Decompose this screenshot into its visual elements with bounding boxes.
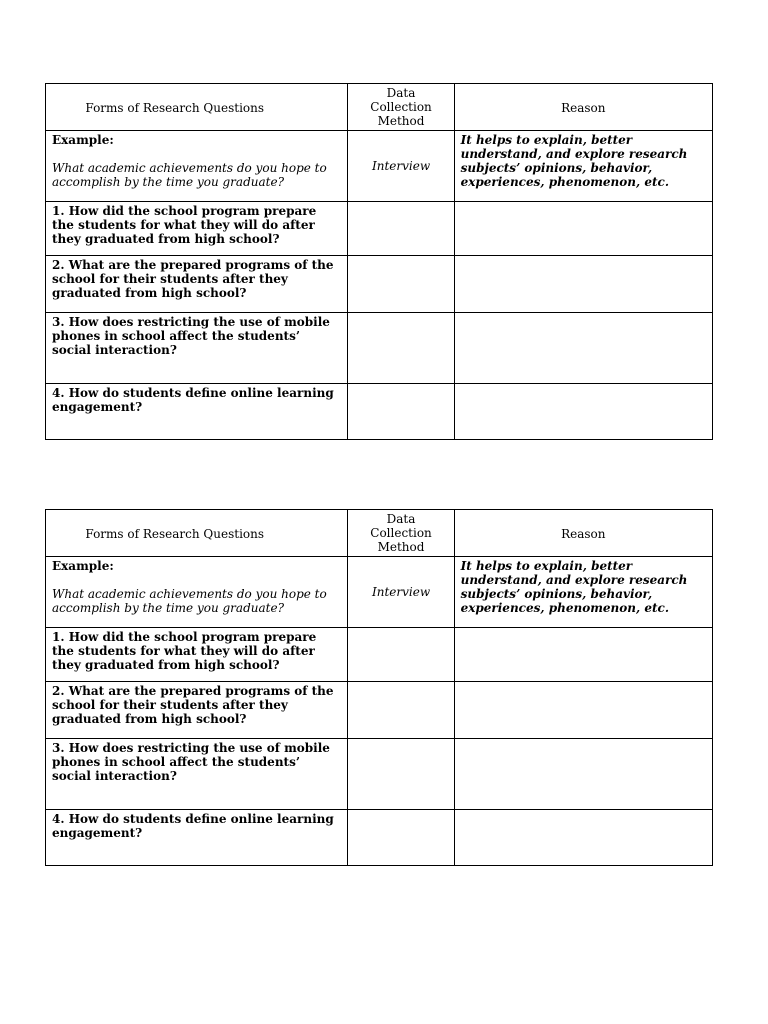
- method-cell[interactable]: [348, 810, 454, 866]
- method-cell[interactable]: [348, 739, 454, 810]
- method-cell[interactable]: [348, 628, 454, 682]
- question-cell: 2. What are the prepared programs of the school for their students after they graduated from high school?: [46, 682, 348, 739]
- header-reason: Reason: [454, 510, 712, 557]
- research-questions-table-2: [45, 509, 713, 866]
- question-row: [46, 682, 713, 739]
- reason-cell[interactable]: [454, 384, 712, 440]
- question-row: [46, 384, 713, 440]
- method-cell[interactable]: [348, 256, 454, 313]
- reason-cell[interactable]: [454, 628, 712, 682]
- example-label: Example:: [52, 559, 114, 573]
- example-question-cell: [46, 131, 348, 202]
- method-cell[interactable]: [348, 682, 454, 739]
- reason-cell[interactable]: [454, 256, 712, 313]
- header-reason: Reason: [454, 84, 712, 131]
- question-cell: 3. How does restricting the use of mobile phones in school affect the students’ social interaction?: [46, 739, 348, 810]
- reason-cell[interactable]: [454, 739, 712, 810]
- example-question: What academic achievements do you hope to accomplish by the time you graduate?: [52, 161, 327, 189]
- example-label: Example:: [52, 133, 114, 147]
- example-row: [46, 131, 713, 202]
- question-row: [46, 628, 713, 682]
- header-row: [46, 84, 713, 131]
- header-method: Data Collection Method: [348, 84, 454, 131]
- example-reason: It helps to explain, better understand, and explore research subjects’ opinions, behavior, experiences, phenomenon, etc.: [460, 133, 688, 189]
- example-question-cell: [46, 557, 348, 628]
- reason-cell[interactable]: [454, 682, 712, 739]
- question-cell: 1. How did the school program prepare the students for what they will do after they graduated from high school?: [46, 202, 348, 256]
- example-method: Interview: [348, 557, 454, 628]
- example-method: Interview: [348, 131, 454, 202]
- question-cell: 2. What are the prepared programs of the school for their students after they graduated from high school?: [46, 256, 348, 313]
- question-row: [46, 256, 713, 313]
- header-questions: Forms of Research Questions: [46, 510, 348, 557]
- example-reason-cell: [454, 557, 712, 628]
- question-cell: 3. How does restricting the use of mobile phones in school affect the students’ social interaction?: [46, 313, 348, 384]
- header-method: Data Collection Method: [348, 510, 454, 557]
- question-row: [46, 739, 713, 810]
- header-questions: Forms of Research Questions: [46, 84, 348, 131]
- question-row: [46, 313, 713, 384]
- method-cell[interactable]: [348, 313, 454, 384]
- reason-cell[interactable]: [454, 202, 712, 256]
- example-reason-cell: [454, 131, 712, 202]
- question-cell: 1. How did the school program prepare the students for what they will do after they graduated from high school?: [46, 628, 348, 682]
- header-row: [46, 510, 713, 557]
- example-reason: It helps to explain, better understand, and explore research subjects’ opinions, behavior, experiences, phenomenon, etc.: [460, 559, 688, 615]
- question-cell: 4. How do students define online learning engagement?: [46, 384, 348, 440]
- reason-cell[interactable]: [454, 810, 712, 866]
- reason-cell[interactable]: [454, 313, 712, 384]
- example-row: [46, 557, 713, 628]
- method-cell[interactable]: [348, 384, 454, 440]
- method-cell[interactable]: [348, 202, 454, 256]
- research-questions-table-1: [45, 83, 713, 440]
- example-question: What academic achievements do you hope to accomplish by the time you graduate?: [52, 587, 327, 615]
- question-row: [46, 202, 713, 256]
- question-row: [46, 810, 713, 866]
- question-cell: 4. How do students define online learning engagement?: [46, 810, 348, 866]
